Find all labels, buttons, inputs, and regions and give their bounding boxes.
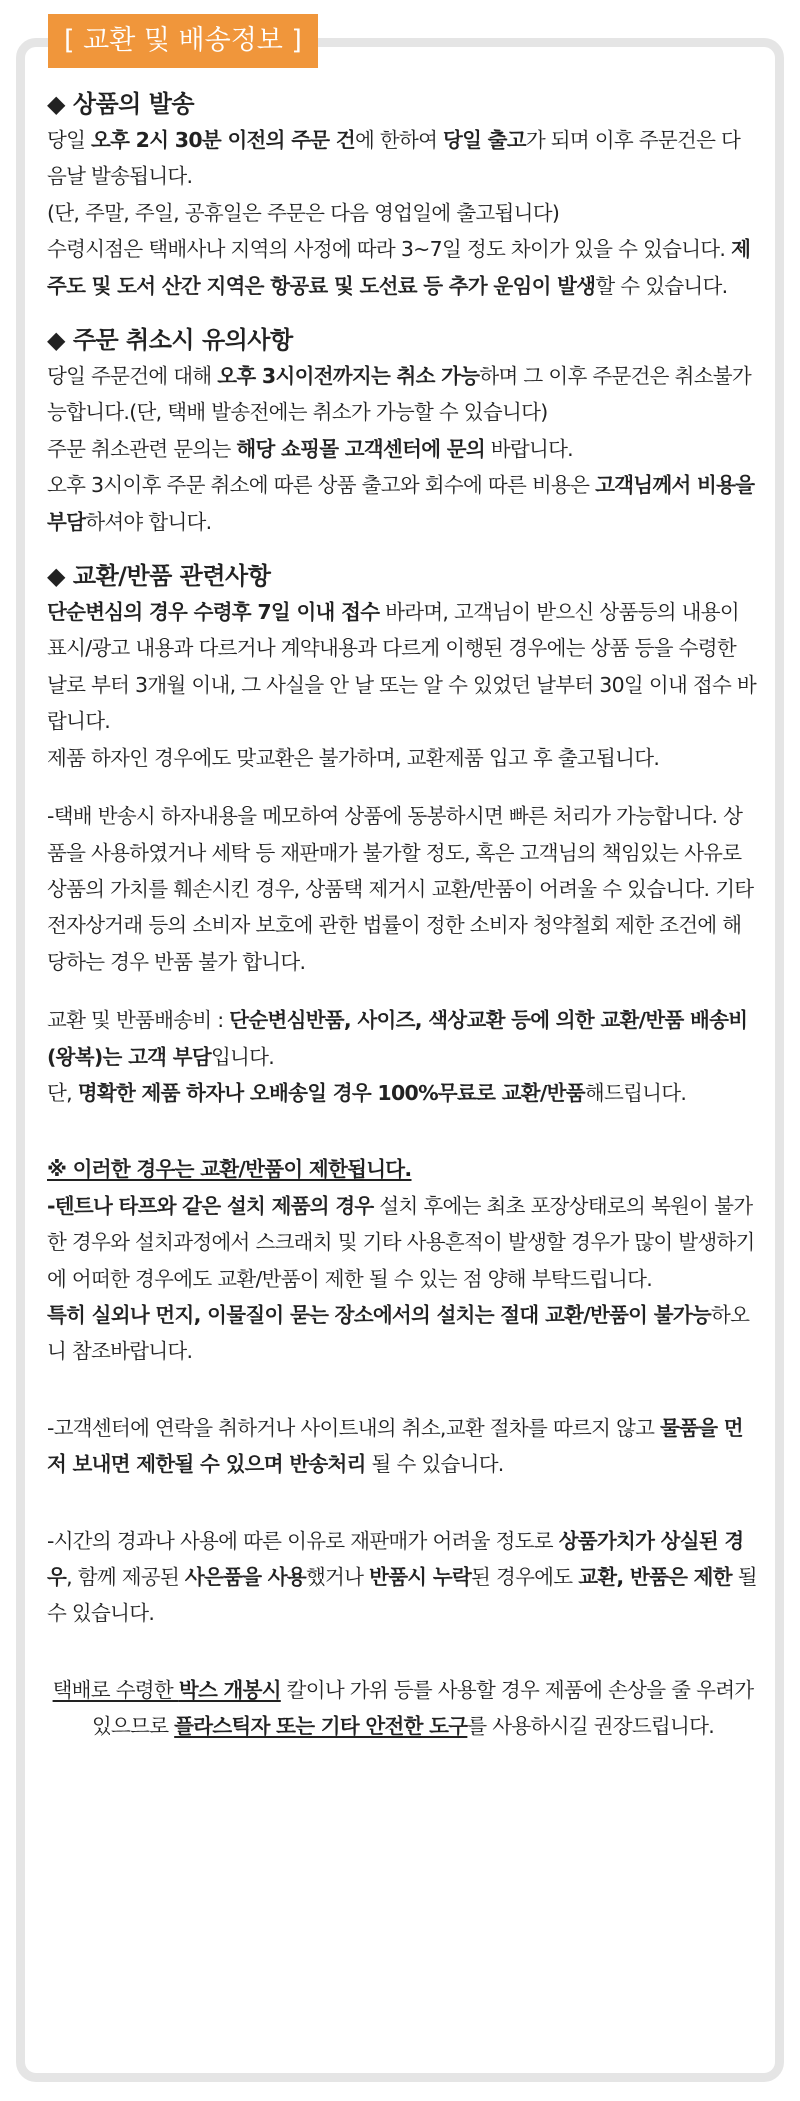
exchange-text-1: 단순변심의 경우 수령후 7일 이내 접수 바라며, 고객님이 받으신 상품등의 내용이 표시/광고 내용과 다르거나 계약내용과 다르게 이행된 경우에는 상품 등을 수령한 날로 부터 3개월 이내, 그 사실을 안 날 또는 알 수 있었던 날부터 30일 이내 접수 바랍니다. <box>47 600 756 734</box>
section-title-badge: [ 교환 및 배송정보 ] <box>48 14 318 68</box>
shipping-heading: ◆ 상품의 발송 <box>47 90 195 118</box>
info-content <box>47 86 759 1745</box>
cancel-text-3: 오후 3시이후 주문 취소에 따른 상품 출고와 회수에 따른 비용은 고객님께서 비용을 부담하셔야 합니다. <box>47 473 755 534</box>
restriction-heading: ※ 이러한 경우는 교환/반품이 제한됩니다. <box>47 1157 412 1182</box>
shipping-text-3: 수령시점은 택배사나 지역의 사정에 따라 3~7일 정도 차이가 있을 수 있습니다. 제주도 및 도서 산간 지역은 항공료 및 도선료 등 추가 운임이 발생할 수 있습니다. <box>47 237 751 298</box>
restriction-tent-text: -텐트나 타프와 같은 설치 제품의 경우 설치 후에는 최초 포장상태로의 복원이 불가한 경우와 설치과정에서 스크래치 및 기타 사용흔적이 발생할 경우가 많이 발생하기에 어떠한 경우에도 교환/반품이 제한 될 수 있는 점 양해 부탁드립니다. <box>47 1193 755 1291</box>
cancel-heading: ◆ 주문 취소시 유의사항 <box>47 326 293 355</box>
box-opening-notice: 택배로 수령한 박스 개봉시 칼이나 가위 등를 사용할 경우 제품에 손상을 줄 우려가 있으므로 플라스틱자 또는 기타 안전한 도구를 사용하시길 권장드립니다. <box>52 1677 754 1739</box>
restriction-value-loss-text: -시간의 경과나 사용에 따른 이유로 재판매가 어려울 정도로 상품가치가 상실된 경우, 함께 제공된 사은품을 사용했거나 반품시 누락된 경우에도 교환, 반품은 제한 될 수 있습니다. <box>47 1528 757 1626</box>
exchange-defect-paragraph: -택배 반송시 하자내용을 메모하여 상품에 동봉하시면 빠른 처리가 가능합니다. 상품을 사용하였거나 세탁 등 재판매가 불가할 정도, 혹은 고객님의 책임있는 사유로 상품의 가치를 훼손시킨 경우, 상품택 제거시 교환/반품이 어려울 수 있습니다. 기타 전자상거래 등의 소비자 보호에 관한 법률이 정한 소비자 청약철회 제한 조건에 해당하는 경우 반품 불가 합니다. <box>47 804 754 974</box>
cancel-text-2: 주문 취소관련 문의는 해당 쇼핑몰 고객센터에 문의 바랍니다. <box>47 436 573 461</box>
exchange-fee-text: 교환 및 반품배송비 : 단순변심반품, 사이즈, 색상교환 등에 의한 교환/반품 배송비(왕복)는 고객 부담입니다. <box>47 1008 748 1069</box>
restriction-procedure-text: -고객센터에 연락을 취하거나 사이트내의 취소,교환 절차를 따르지 않고 물품을 먼저 보내면 제한될 수 있으며 반송처리 될 수 있습니다. <box>47 1415 743 1477</box>
restriction-outdoor-text: 특히 실외나 먼지, 이물질이 묻는 장소에서의 설치는 절대 교환/반품이 불가능하오니 참조바랍니다. <box>47 1302 750 1364</box>
exchange-heading: ◆ 교환/반품 관련사항 <box>47 562 271 591</box>
cancel-text-1: 당일 주문건에 대해 오후 3시이전까지는 취소 가능하며 그 이후 주문건은 취소불가능합니다.(단, 택배 발송전에는 취소가 가능할 수 있습니다) <box>47 364 752 425</box>
exchange-fee-free-text: 단, 명확한 제품 하자나 오배송일 경우 100%무료로 교환/반품해드립니다. <box>47 1080 687 1105</box>
shipping-text-1: 당일 오후 2시 30분 이전의 주문 건에 한하여 당일 출고가 되며 이후 주문건은 다음날 발송됩니다. <box>47 128 741 189</box>
shipping-text-2: (단, 주말, 주일, 공휴일은 주문은 다음 영업일에 출고됩니다) <box>47 200 560 225</box>
exchange-text-2: 제품 하자인 경우에도 맞교환은 불가하며, 교환제품 입고 후 출고됩니다. <box>47 745 660 770</box>
